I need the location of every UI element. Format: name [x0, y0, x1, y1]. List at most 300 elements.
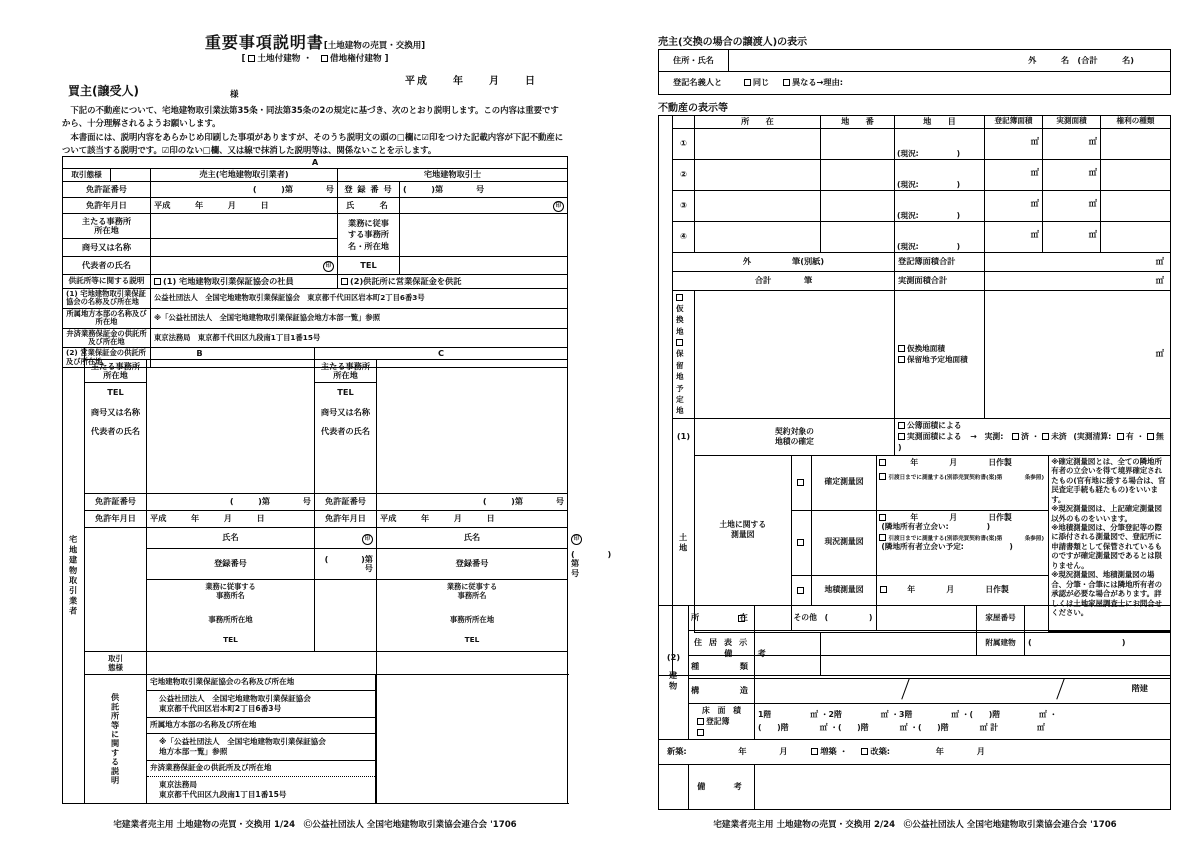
deposit-title-a: 供託所等に関する説明 [63, 275, 151, 289]
horyuchi-row[interactable] [676, 337, 691, 417]
label-rep-name-c: 代表者の氏名 [315, 423, 377, 494]
seller-display-heading: 売主(交換の場合の譲渡人)の表示 [658, 33, 807, 50]
genkyo-tachiai-yotei[interactable]: (隣地所有者立会い予定: ) [881, 541, 1013, 551]
checkbox-genkyo-date[interactable] [879, 514, 886, 521]
survey-note-1: ※確定測量図とは、全ての隣地所有者の立会いを得て境界確定されたもの(官有地に接する場合は、官民査定手続も経たもの)をいいます。 [1051, 456, 1166, 504]
kakutei-note-row[interactable] [879, 472, 1046, 481]
floor-area-regist-row[interactable] [689, 717, 754, 728]
survey-note-2: ※現況測量図は、上記確定測量図以外のものをいいます。 [1051, 504, 1162, 523]
row-location-3[interactable] [695, 190, 821, 221]
row-lotno-3[interactable] [821, 190, 895, 221]
row-location-1[interactable] [695, 128, 821, 159]
value-tel-a[interactable] [400, 257, 568, 275]
land-side-label-text: 土地 [678, 533, 689, 554]
buyer-label: 買主(譲受人) [68, 84, 139, 98]
kari-kanchi-area-value[interactable]: ㎡ [985, 290, 1171, 418]
building-side-label: 建物 [668, 670, 679, 692]
checkbox-jissoku[interactable] [898, 433, 905, 440]
checkbox-leasehold-building[interactable] [321, 55, 328, 62]
checkbox-genkyo[interactable] [797, 539, 804, 546]
option-koubo[interactable] [898, 420, 1167, 431]
checkbox-chiseki-date[interactable] [880, 586, 887, 593]
deposit-bc-right-block[interactable] [377, 675, 568, 804]
deposit-a-row3-label: 弁済業務保証金の供託所及び所在地 [63, 328, 151, 348]
label-agent-addr-b-text: 事務所所在地 [208, 614, 253, 624]
checkbox-settle-yes[interactable] [1117, 433, 1124, 440]
label-trade-name-c: 商号又は名称 [315, 403, 377, 423]
label-c: C [315, 348, 568, 360]
row-actual-area-4[interactable]: ㎡ [1043, 221, 1101, 252]
label-shinchiku: 新築: [667, 746, 687, 756]
seller-display-table [658, 49, 1171, 95]
seal-icon: 印 [571, 534, 582, 545]
land-remarks-label: 備 考 [673, 632, 821, 675]
kakutei-note-label: 引渡日までに測量する(別添売買契約書(案)第 条参照) [888, 474, 1045, 481]
value-name-a[interactable] [400, 198, 568, 214]
survey-note-3: ※地積測量図は、分筆登記等の際に添付される測量図で、登記所に申請書類として保管されているものですが確定測量図であるとは限りません。 [1051, 522, 1163, 570]
table-row [659, 221, 1171, 252]
checkbox-association-member[interactable] [154, 278, 161, 285]
label-chiseki: 地積測量図 [811, 576, 877, 606]
building-index: (2) [666, 652, 681, 663]
value-reg-no-a[interactable]: ( )第 号 [400, 182, 568, 198]
value-work-office-a[interactable] [400, 214, 568, 257]
label-floor-area-title: 床 面 積 [702, 706, 741, 715]
label-main-office-b-l1: 主たる事務所 [90, 360, 141, 371]
value-building-remarks[interactable] [755, 764, 1171, 809]
label-floor-regist: 登記簿 [706, 716, 730, 726]
label-trade-name-a: 商号又は名称 [63, 239, 151, 257]
value-shinchiku-date[interactable]: 年 月 [738, 746, 788, 756]
trade-type-label-bc [85, 652, 147, 675]
value-kind[interactable] [755, 656, 1171, 679]
label-work-office-a-l1: 業務に従事 [348, 218, 389, 229]
property-heading: 不動産の表示等 [658, 99, 728, 116]
label-agent-office-b [147, 580, 315, 610]
survey-label-l1: 土地に関する [719, 519, 767, 529]
checkbox-horyuchi[interactable] [676, 339, 683, 346]
checkbox-kari-kanchi-area[interactable] [898, 345, 905, 352]
label-reg-no-a: 登 録 番 号 [338, 182, 400, 198]
label-agent-office-b-l1: 業務に従事する [205, 582, 256, 592]
label-agent-addr-b [147, 609, 315, 652]
section-a-table [62, 156, 568, 368]
property-col-3: 登記簿面積 [985, 116, 1043, 129]
deposit-bc-r3-head: 弁済業務保証金の供託所及び所在地 [147, 761, 376, 777]
label-main-office-b [85, 360, 147, 383]
label-tel-c: TEL [315, 383, 377, 404]
row-actual-area-2[interactable]: ㎡ [1043, 159, 1101, 190]
label-b: B [85, 348, 315, 360]
deposit-bc-r2-v1: ※「公益社団法人 全国宅地建物取引業保証協会 [159, 736, 326, 746]
deposit-bc-r2-v2: 地方本部一覧」参照 [159, 747, 228, 757]
value-license-date-b[interactable]: 平成 年 月 日 [147, 511, 315, 528]
kari-kanchi-area-label: 仮換地面積 [907, 343, 945, 353]
checkbox-different-from-registered[interactable] [783, 79, 790, 86]
deposit-opt2-label: (2)供託所に営業保証金を供託 [350, 275, 462, 286]
footer-right: 宅建業者売主用 土地建物の売買・交換用 2/24 Ⓒ公益社団法人 全国宅地建物取引業協会連合会 '1706 [713, 820, 1117, 830]
label-license-no-c: 免許証番号 [315, 494, 377, 511]
row-lotno-2[interactable] [821, 159, 895, 190]
checkbox-floor-other[interactable] [697, 729, 704, 736]
deposit-a-row1-value: 公益社団法人 全国宅地建物取引業保証協会 東京都千代田区岩本町2丁目6番3号 [151, 289, 568, 309]
kari-kanchi-value[interactable] [695, 290, 895, 418]
row-regist-area-1[interactable]: ㎡ [985, 128, 1043, 159]
kakutei-value [877, 456, 1049, 511]
floor-line-2: ( )階 ㎡ ・( )階 ㎡ ・( )階 ㎡ 計 ㎡ [758, 723, 1045, 733]
label-arrow: → 実測: [970, 432, 1004, 442]
value-main-office-a[interactable] [151, 214, 338, 239]
checkbox-kakutei-note[interactable] [879, 473, 886, 480]
bracket-open: [ [241, 54, 246, 64]
deposit-opt1-label: (1) 宅地建物取引業保証協会の社員 [163, 275, 294, 286]
contract-area-label-l1: 契約対象の [775, 426, 814, 436]
kari-kanchi-area-cell [895, 290, 985, 418]
row-no-3: ③ [673, 190, 695, 221]
building-index-cell [659, 606, 689, 740]
option-jissoku[interactable] [898, 431, 1167, 454]
row-right-type-4[interactable] [1101, 221, 1171, 252]
chiseki-value[interactable] [877, 576, 1049, 606]
value-license-no-a[interactable]: ( )第 号 [151, 182, 338, 198]
deposit-bc-r3-v2: 東京都千代田区九段南1丁目1番15号 [159, 790, 287, 800]
deposit-bc-r2-head: 所属地方本部の名称及び所在地 [147, 718, 376, 734]
value-license-date-c[interactable]: 平成 年 月 日 [377, 511, 568, 528]
label-kind: 種 類 [689, 656, 755, 679]
label-license-date-a: 免許年月日 [63, 198, 151, 214]
row-regist-area-3[interactable]: ㎡ [985, 190, 1043, 221]
table-row [659, 190, 1171, 221]
value-license-no-c[interactable]: ( )第 号 [377, 494, 568, 511]
floor-area-other-row[interactable] [689, 728, 754, 739]
label-license-date-b: 免許年月日 [85, 511, 147, 528]
total-lots-label[interactable]: 合計 筆 [673, 271, 895, 290]
label-agent-addr-c [377, 609, 568, 652]
value-office-block-c[interactable] [377, 360, 568, 494]
survey-label [695, 456, 791, 606]
actual-total-label: 実測面積合計 [895, 271, 985, 290]
label-rep-name-a: 代表者の氏名 [63, 257, 151, 275]
trade-type-value-b[interactable] [147, 652, 377, 675]
deposit-bc-r2-value [147, 734, 376, 761]
deposit-bc-r3-v1: 東京法務局 [159, 779, 197, 789]
checkbox-chiseki[interactable] [797, 587, 804, 594]
label-done: 済 [1021, 432, 1029, 442]
row-right-type-1[interactable] [1101, 128, 1171, 159]
seal-icon: 印 [362, 534, 373, 545]
trade-type-value-a[interactable] [111, 169, 151, 182]
label-agent-office-c [377, 580, 568, 610]
value-addr-name[interactable]: 外 名 (合計 名) [729, 50, 1171, 72]
checkbox-deposit-office[interactable] [341, 278, 348, 285]
label-floor-area [689, 704, 755, 740]
value-floor-area[interactable] [755, 704, 1171, 740]
value-rep-name-a[interactable] [151, 257, 338, 275]
other-lots-label[interactable]: 外 筆(別紙) [673, 252, 895, 271]
page-title-sub: [土地建物の売買・交換用] [323, 41, 426, 51]
property-col-0: 所 在 [695, 116, 821, 129]
date-line: 平成 年 月 日 [405, 76, 537, 87]
label-other-survey-text: その他 ( [793, 613, 829, 623]
label-different: 異なる→理由: [791, 77, 844, 88]
label-main-office-c [315, 360, 377, 383]
label-jukyo: 住 居 表 示 [689, 631, 755, 656]
checkbox-done[interactable] [1012, 433, 1019, 440]
agent-header: 宅地建物取引士 [338, 169, 568, 182]
property-col-5: 権利の種類 [1101, 116, 1171, 129]
contract-area-label [695, 418, 895, 455]
row-actual-area-1[interactable]: ㎡ [1043, 128, 1101, 159]
label-not-done: 未済 [1051, 432, 1067, 442]
checkbox-horyuchi-area[interactable] [898, 356, 905, 363]
label-tel-a: TEL [338, 257, 400, 275]
genkyo-tachiai[interactable]: (隣地所有者立会い: ) [881, 521, 991, 531]
regist-total-label: 登記簿面積合計 [895, 252, 985, 271]
property-col-4: 実測面積 [1043, 116, 1101, 129]
survey-note-4: ※現況測量図、地積測量図の場合、分筆・合筆には隣地所有者の承認が必要な場合があります。詳しくは土地家屋調査士にお問合せください。 [1051, 570, 1163, 618]
genkyo-note-label: 引渡日までに測量する(別添売買契約書(案)第 条参照) [888, 536, 1045, 543]
genkyo-value [877, 510, 1049, 575]
label-agent-addr-c-text: 事務所所在地 [449, 614, 495, 624]
floor-line-1: 1階 ㎡ ・2階 ㎡ ・3階 ㎡ ・( )階 ㎡ ・ [758, 710, 1058, 719]
label-agent-tel-c: TEL [464, 635, 480, 645]
label-agent-name-b: 氏名 [147, 528, 315, 549]
kari-kanchi-area-row[interactable] [898, 343, 981, 354]
value-office-block-b[interactable] [147, 360, 315, 494]
row-location-4[interactable] [695, 221, 821, 252]
deposit-a-row4-label: (2) 営業保証金の供託所及び所在地 [63, 348, 151, 368]
section-bc-table: 宅地建物取引業者 B C 主たる事務所 所在地 主たる事務所 所在地 TEL TEL 商号又は名称 商号又は名称 代表者の氏名 代表者の氏名 免許証番号 ( )第 号 免許証番号 ( )第 号 免許年月日 平成 年 月 日 免許年月日 平成 年 月 日 氏名 印 氏名 印 登録番号 ( )第 号 登録番号 ( )第 号 業務に従事する 事務所名 業務に従事する 事務所名 事務所所在地 TEL 事務所所在地 TEL 取引 態様 供託所等に関する説明 宅地建物取引業保証協会の名称及び所在地 公益社団法人 全国宅地建物取引業保証協会 東京都千代田区岩本町2丁目6番3号 所属地方本部の名称及び所在地 ※「公益社団法人 全国宅地建物取引業保証協会 地方本部一覧」参照 弁済業務保証金の供託所及び所在地 東京法務局 東京都千代田区九段南1丁目1番15号 [62, 347, 568, 804]
label-main-office-a-l1: 主たる事務所 [81, 215, 132, 226]
section-a-group-label: A [63, 157, 568, 169]
regist-total-value[interactable]: ㎡ [985, 252, 1171, 271]
checkbox-cell-kakutei[interactable] [791, 456, 811, 511]
trade-type-label-a: 取引態様 [63, 169, 111, 182]
label-rep-name-b: 代表者の氏名 [85, 423, 147, 494]
contract-area-label-l2: 地積の確定 [775, 436, 814, 446]
label-settle-no: 無 [1156, 432, 1164, 442]
row-no-1: ① [673, 128, 695, 159]
value-trade-name-a[interactable] [151, 239, 338, 257]
label-work-office-a-l3: 名・所在地 [348, 240, 389, 251]
deposit-opt1-a[interactable] [151, 275, 338, 289]
deposit-bc-left-block [147, 675, 377, 804]
value-license-date-a[interactable]: 平成 年 月 日 [151, 198, 338, 214]
label-sep1: ・ [1031, 432, 1040, 442]
label-jissoku: 実測面積による [907, 432, 962, 442]
deposit-a-row3-value: 東京法務局 東京都千代田区九段南1丁目1番15号 [151, 328, 568, 348]
section-bc-side-label-text: 宅地建物取引業者 [68, 534, 79, 617]
label-main-office-c-l1: 主たる事務所 [320, 360, 371, 371]
row-right-type-3[interactable] [1101, 190, 1171, 221]
label-trade-name-b: 商号又は名称 [85, 403, 147, 423]
label-other-survey-close: ) [868, 613, 873, 623]
checkbox-land-with-building[interactable] [248, 55, 255, 62]
label-leasehold-building: 借地権付建物 [330, 54, 382, 64]
agent-side-label-cellmerge [85, 528, 147, 652]
label-agent-tel-b: TEL [223, 635, 238, 645]
row-actual-area-3[interactable]: ㎡ [1043, 190, 1101, 221]
label-koubo: 公簿面積による [907, 420, 962, 430]
building-table [658, 605, 1171, 810]
label-main-office-c-l2: 所在地 [333, 370, 358, 380]
row-lotno-1[interactable] [821, 128, 895, 159]
seal-icon: 印 [323, 261, 334, 272]
construction-row [659, 739, 1171, 764]
survey-label-l2: 測量図 [731, 530, 755, 540]
seller-header: 売主(宅地建物取引業者) [151, 169, 338, 182]
property-col-2: 地 目 [895, 116, 985, 129]
property-corner-1 [659, 116, 673, 129]
checkbox-same-as-registered[interactable] [744, 79, 751, 86]
property-corner-2 [673, 116, 695, 129]
row-category-1[interactable]: (現況: ) [895, 128, 985, 159]
deposit-a-row1-label: (1) 宅地建物取引業保証協会の名称及び所在地 [63, 289, 151, 309]
page-title: 重要事項説明書 [204, 33, 324, 52]
checkbox-koubo[interactable] [898, 422, 905, 429]
intro-paragraph-1: 下記の不動産について、宅地建物取引業法第35条・同法第35条の2の規定に基づき、次のとおり説明します。この内容は重要ですから、十分理解されるようお願いします。 [62, 105, 559, 128]
checkbox-floor-regist[interactable] [697, 718, 704, 725]
label-settle-open: (実測清算: [1073, 432, 1112, 442]
kari-kanchi-cell [673, 290, 695, 418]
building-remarks-spacer [659, 764, 689, 809]
seal-icon: 印 [553, 201, 564, 212]
label-main-office-a-l2: 所在地 [94, 225, 119, 235]
label-kaidate: 階建 [1131, 683, 1148, 693]
value-structure[interactable] [755, 679, 1171, 704]
row-lotno-4[interactable] [821, 221, 895, 252]
label-fuzoku: 附属建物 [977, 631, 1025, 656]
property-table [658, 115, 1171, 676]
label-zouchiku: 増築 ・ [820, 746, 848, 756]
trade-type-label-bc-l2: 態様 [108, 663, 123, 673]
deposit-bc-side-label [85, 675, 147, 804]
label-main-office-b-l2: 所在地 [103, 370, 128, 380]
value-kaoku-no[interactable] [1025, 606, 1171, 631]
trade-type-value-c[interactable] [377, 652, 568, 675]
deposit-a-row2-label: 所属地方本部の名称及び所在地 [63, 308, 151, 328]
label-name-a: 氏 名 [338, 198, 400, 214]
value-agent-name-b[interactable] [315, 528, 377, 549]
value-kaichiku-date[interactable]: 年 月 [935, 746, 985, 756]
bracket-close: ] [384, 54, 389, 64]
label-agent-reg-c: 登録番号 [377, 549, 568, 580]
checkbox-cell-chiseki[interactable] [791, 576, 811, 606]
kakutei-date-row[interactable] [879, 459, 1046, 468]
trade-type-label-bc-l1: 取引 [108, 654, 123, 664]
label-agent-reg-b: 登録番号 [147, 549, 315, 580]
kakutei-date-label: 年 月 日作製 [910, 457, 1012, 467]
kari-kanchi-row[interactable] [676, 292, 691, 338]
horyuchi-area-label: 保留地予定地面積 [907, 355, 968, 365]
buyer-honorific: 様 [230, 90, 239, 100]
label-genkyo: 現況測量図 [811, 510, 877, 575]
row-no-4: ④ [673, 221, 695, 252]
label-settle-yes: 有 [1126, 432, 1134, 442]
genkyo-date-label: 年 月 日作製 [910, 512, 1012, 522]
deposit-opt2-a[interactable] [338, 275, 568, 289]
label-land-with-building: 土地付建物 [257, 54, 301, 64]
checkbox-settle-no[interactable] [1147, 433, 1154, 440]
type-separator: ・ [303, 54, 312, 64]
label-settle-close: ) [898, 443, 902, 453]
label-agent-office-c-l1: 業務に従事する [446, 582, 498, 592]
label-same: 同じ [752, 77, 770, 88]
label-kaoku-no: 家屋番号 [977, 606, 1025, 631]
label-sep2: ・ [1136, 432, 1145, 442]
label-main-office-a [63, 214, 151, 239]
checkbox-not-done[interactable] [1042, 433, 1049, 440]
checkbox-kakutei[interactable] [797, 479, 804, 486]
table-row [659, 128, 1171, 159]
label-agent-name-c: 氏名 [377, 528, 568, 549]
checkbox-kari-kanchi[interactable] [676, 294, 683, 301]
deposit-bc-r1-v2: 東京都千代田区岩本町2丁目6番3号 [159, 704, 282, 714]
land-index: (1) [673, 418, 695, 455]
label-license-no-a: 免許証番号 [63, 182, 151, 198]
label-kaichiku: 改築: [870, 746, 891, 756]
value-building-location[interactable] [755, 606, 977, 631]
checkbox-kaichiku[interactable] [861, 748, 868, 755]
table-row [659, 159, 1171, 190]
label-work-office-a-l2: する事務所 [348, 229, 389, 240]
value-jukyo[interactable] [755, 631, 977, 656]
right-page [630, 0, 1200, 849]
value-fuzoku[interactable]: ( ) [1025, 631, 1171, 656]
footer-left: 宅建業者売主用 土地建物の売買・交換用 1/24 Ⓒ公益社団法人 全国宅地建物取引業協会連合会 '1706 [113, 820, 517, 830]
value-license-no-b[interactable]: ( )第 号 [147, 494, 315, 511]
row-category-2[interactable]: (現況: ) [895, 159, 985, 190]
registered-owner-label: 登記名義人と [673, 77, 723, 88]
label-license-no-b: 免許証番号 [85, 494, 147, 511]
checkbox-cell-genkyo[interactable] [791, 510, 811, 575]
label-tel-b: TEL [85, 383, 147, 404]
horyuchi-label: 保留地予定地 [676, 349, 684, 416]
intro-paragraph-2: 本書面には、説明内容をあらかじめ印刷した事項がありますが、そのうち説明文の頭の□欄に☑印をつけた記載内容が下記不動産について該当する説明です。☑印のない□欄、又は線で抹消した説明等は、関係ないことを示します。 [62, 132, 564, 155]
label-addr-name: 住所・氏名 [659, 50, 729, 72]
label-kakutei: 確定測量図 [811, 456, 877, 511]
label-building-remarks: 備 考 [689, 764, 755, 809]
row-regist-area-4[interactable]: ㎡ [985, 221, 1043, 252]
label-structure: 構 造 [689, 679, 755, 704]
actual-total-value[interactable]: ㎡ [985, 271, 1171, 290]
value-agent-office-b[interactable] [315, 580, 377, 652]
row-no-2: ② [673, 159, 695, 190]
horyuchi-area-row[interactable] [898, 354, 981, 365]
chiseki-date-label: 年 月 日作製 [907, 585, 1009, 595]
label-agent-office-c-l2: 事務所名 [457, 590, 487, 600]
row-regist-area-2[interactable]: ㎡ [985, 159, 1043, 190]
property-col-1: 地 番 [821, 116, 895, 129]
value-agent-reg-b[interactable]: ( )第 号 [315, 549, 377, 580]
deposit-bc-r1-v1: 公益社団法人 全国宅地建物取引業保証協会 [159, 693, 311, 703]
row-right-type-2[interactable] [1101, 159, 1171, 190]
property-type-choice [0, 52, 630, 64]
row-category-3[interactable]: (現況: ) [895, 190, 985, 221]
row-category-4[interactable]: (現況: ) [895, 221, 985, 252]
label-agent-office-b-l2: 事務所名 [216, 590, 245, 600]
checkbox-zouchiku[interactable] [811, 748, 818, 755]
row-location-2[interactable] [695, 159, 821, 190]
section-bc-side-label [63, 348, 85, 804]
deposit-bc-r3-value [147, 777, 376, 804]
checkbox-kakutei-date[interactable] [879, 459, 886, 466]
checkbox-genkyo-note[interactable] [879, 534, 886, 541]
deposit-bc-r1-head: 宅地建物取引業保証協会の名称及び所在地 [147, 675, 376, 691]
property-left-spacer [659, 128, 673, 675]
label-work-office-a [338, 214, 400, 257]
kari-kanchi-label: 仮換地 [676, 303, 684, 336]
